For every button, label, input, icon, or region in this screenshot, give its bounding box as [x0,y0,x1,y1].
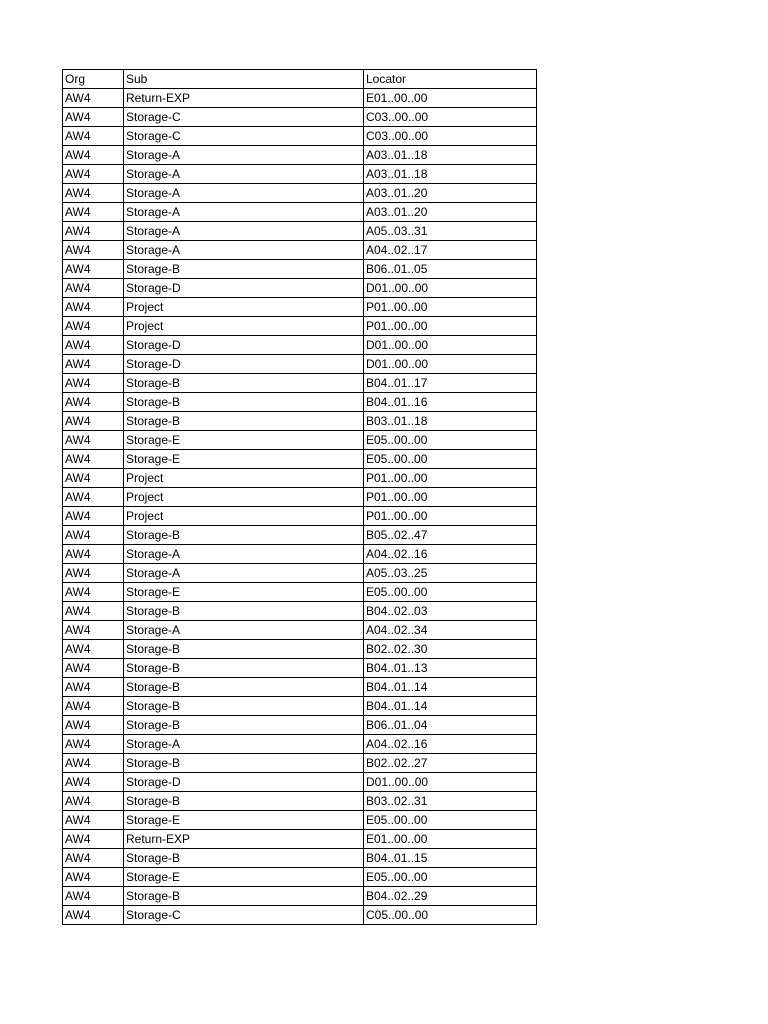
cell-sub: Storage-B [124,526,364,545]
table-row [63,450,537,469]
cell-sub: Storage-C [124,127,364,146]
cell-sub: Storage-A [124,621,364,640]
cell-org: AW4 [63,659,124,678]
cell-sub: Project [124,317,364,336]
cell-locator: B04..01..14 [364,678,537,697]
cell-sub: Storage-A [124,545,364,564]
cell-locator: A05..03..25 [364,564,537,583]
table-row [63,906,537,925]
cell-locator: B04..01..15 [364,849,537,868]
cell-org: AW4 [63,735,124,754]
cell-org: AW4 [63,108,124,127]
cell-org: AW4 [63,355,124,374]
table-row [63,165,537,184]
cell-locator: A05..03..31 [364,222,537,241]
cell-org: AW4 [63,146,124,165]
cell-locator: P01..00..00 [364,298,537,317]
table-row [63,830,537,849]
cell-locator: E05..00..00 [364,583,537,602]
table-row [63,507,537,526]
cell-sub: Storage-E [124,450,364,469]
table-row [63,735,537,754]
cell-sub: Storage-A [124,184,364,203]
cell-sub: Storage-A [124,203,364,222]
cell-sub: Storage-B [124,849,364,868]
cell-locator: E05..00..00 [364,811,537,830]
table-row [63,412,537,431]
cell-org: AW4 [63,165,124,184]
cell-sub: Storage-C [124,906,364,925]
cell-org: AW4 [63,222,124,241]
header-org: Org [63,70,124,89]
table-row [63,431,537,450]
cell-org: AW4 [63,564,124,583]
table-row [63,659,537,678]
table-row [63,127,537,146]
table-row [63,887,537,906]
cell-sub: Storage-A [124,735,364,754]
cell-locator: D01..00..00 [364,279,537,298]
cell-locator: A04..02..16 [364,545,537,564]
cell-org: AW4 [63,754,124,773]
cell-locator: P01..00..00 [364,507,537,526]
cell-org: AW4 [63,849,124,868]
cell-org: AW4 [63,716,124,735]
cell-sub: Storage-B [124,640,364,659]
cell-locator: A03..01..18 [364,146,537,165]
table-row [63,792,537,811]
cell-org: AW4 [63,621,124,640]
locator-table [62,69,537,925]
cell-sub: Storage-D [124,773,364,792]
cell-sub: Storage-B [124,659,364,678]
table-row [63,583,537,602]
cell-org: AW4 [63,241,124,260]
cell-locator: E05..00..00 [364,868,537,887]
cell-locator: B04..02..03 [364,602,537,621]
cell-locator: A03..01..18 [364,165,537,184]
table-row [63,298,537,317]
header-sub: Sub [124,70,364,89]
cell-locator: B03..01..18 [364,412,537,431]
table-row [63,336,537,355]
cell-org: AW4 [63,127,124,146]
cell-org: AW4 [63,279,124,298]
cell-locator: P01..00..00 [364,317,537,336]
cell-org: AW4 [63,184,124,203]
cell-org: AW4 [63,507,124,526]
cell-sub: Storage-B [124,412,364,431]
cell-sub: Storage-B [124,887,364,906]
cell-locator: B06..01..05 [364,260,537,279]
cell-sub: Storage-B [124,260,364,279]
table-row [63,374,537,393]
header-row [63,70,537,89]
cell-org: AW4 [63,488,124,507]
cell-sub: Storage-E [124,431,364,450]
table-row [63,469,537,488]
cell-locator: P01..00..00 [364,469,537,488]
table-row [63,317,537,336]
cell-locator: B02..02..27 [364,754,537,773]
cell-org: AW4 [63,298,124,317]
cell-org: AW4 [63,887,124,906]
cell-org: AW4 [63,602,124,621]
cell-org: AW4 [63,374,124,393]
cell-org: AW4 [63,469,124,488]
table-row [63,222,537,241]
cell-locator: B04..02..29 [364,887,537,906]
table-row [63,279,537,298]
cell-locator: P01..00..00 [364,488,537,507]
cell-org: AW4 [63,450,124,469]
cell-locator: A03..01..20 [364,184,537,203]
table-row [63,526,537,545]
cell-locator: B02..02..30 [364,640,537,659]
cell-sub: Storage-A [124,165,364,184]
cell-locator: C05..00..00 [364,906,537,925]
cell-sub: Project [124,469,364,488]
cell-locator: E01..00..00 [364,89,537,108]
cell-locator: E05..00..00 [364,450,537,469]
cell-locator: D01..00..00 [364,336,537,355]
cell-locator: B03..02..31 [364,792,537,811]
cell-sub: Project [124,298,364,317]
cell-sub: Storage-A [124,564,364,583]
cell-org: AW4 [63,906,124,925]
cell-sub: Storage-B [124,374,364,393]
table-row [63,697,537,716]
cell-locator: A04..02..17 [364,241,537,260]
table-row [63,716,537,735]
cell-sub: Storage-E [124,583,364,602]
cell-sub: Return-EXP [124,830,364,849]
cell-sub: Storage-B [124,678,364,697]
cell-sub: Storage-D [124,279,364,298]
cell-org: AW4 [63,89,124,108]
cell-locator: B05..02..47 [364,526,537,545]
cell-sub: Storage-B [124,716,364,735]
cell-sub: Storage-B [124,792,364,811]
cell-locator: B04..01..16 [364,393,537,412]
cell-org: AW4 [63,203,124,222]
table-row [63,811,537,830]
table-row [63,849,537,868]
table-row [63,640,537,659]
cell-org: AW4 [63,773,124,792]
table-row [63,355,537,374]
table-row [63,602,537,621]
table-row [63,868,537,887]
table-row [63,564,537,583]
cell-sub: Storage-A [124,241,364,260]
cell-org: AW4 [63,811,124,830]
cell-org: AW4 [63,697,124,716]
cell-locator: A04..02..16 [364,735,537,754]
cell-locator: D01..00..00 [364,355,537,374]
cell-locator: B04..01..17 [364,374,537,393]
cell-locator: C03..00..00 [364,108,537,127]
cell-locator: C03..00..00 [364,127,537,146]
table-body [63,89,537,925]
cell-sub: Storage-B [124,697,364,716]
cell-locator: A03..01..20 [364,203,537,222]
table-row [63,146,537,165]
cell-org: AW4 [63,336,124,355]
table-row [63,621,537,640]
cell-org: AW4 [63,431,124,450]
table-row [63,184,537,203]
table-row [63,773,537,792]
cell-org: AW4 [63,868,124,887]
cell-sub: Project [124,488,364,507]
cell-org: AW4 [63,526,124,545]
table-row [63,241,537,260]
table-row [63,545,537,564]
table-row [63,678,537,697]
cell-locator: D01..00..00 [364,773,537,792]
cell-locator: B04..01..14 [364,697,537,716]
cell-locator: E01..00..00 [364,830,537,849]
cell-locator: A04..02..34 [364,621,537,640]
table-row [63,108,537,127]
table-row [63,260,537,279]
cell-sub: Storage-B [124,393,364,412]
table-row [63,393,537,412]
cell-org: AW4 [63,583,124,602]
table-row [63,754,537,773]
cell-org: AW4 [63,260,124,279]
cell-locator: E05..00..00 [364,431,537,450]
cell-org: AW4 [63,640,124,659]
cell-sub: Storage-E [124,868,364,887]
cell-sub: Storage-D [124,355,364,374]
cell-locator: B04..01..13 [364,659,537,678]
cell-sub: Return-EXP [124,89,364,108]
table-row [63,89,537,108]
cell-locator: B06..01..04 [364,716,537,735]
cell-org: AW4 [63,678,124,697]
cell-org: AW4 [63,412,124,431]
cell-sub: Storage-E [124,811,364,830]
cell-org: AW4 [63,792,124,811]
cell-sub: Storage-D [124,336,364,355]
cell-sub: Storage-B [124,602,364,621]
cell-org: AW4 [63,317,124,336]
table-row [63,203,537,222]
cell-org: AW4 [63,545,124,564]
cell-sub: Storage-A [124,146,364,165]
cell-org: AW4 [63,393,124,412]
cell-org: AW4 [63,830,124,849]
cell-sub: Storage-C [124,108,364,127]
cell-sub: Storage-B [124,754,364,773]
table-row [63,488,537,507]
header-locator: Locator [364,70,537,89]
cell-sub: Storage-A [124,222,364,241]
cell-sub: Project [124,507,364,526]
